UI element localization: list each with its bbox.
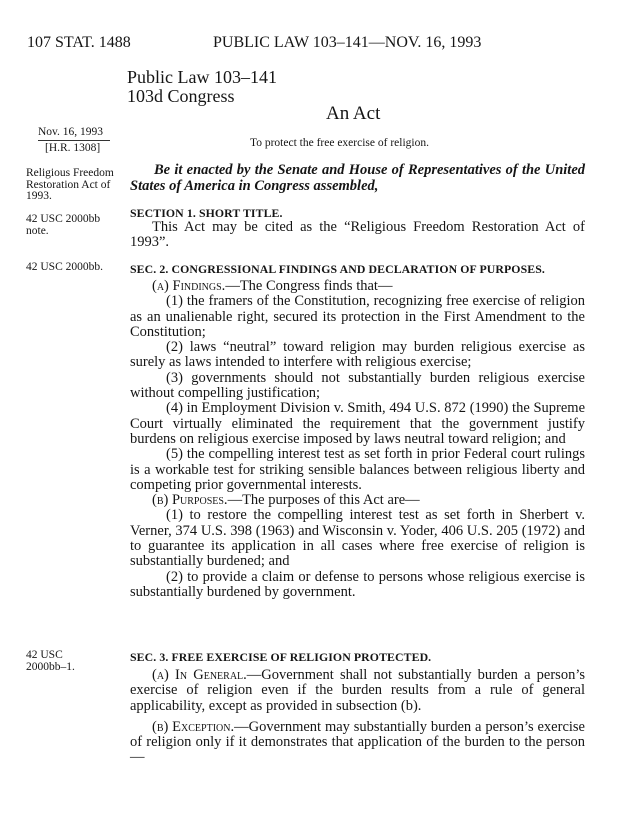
margin-note-short-title: Religious Freedom Restoration Act of 1993. xyxy=(26,167,114,203)
statute-page-number: 107 STAT. 1488 xyxy=(27,34,131,51)
bill-number: [H.R. 1308] xyxy=(45,142,101,154)
section3-heading: SEC. 3. FREE EXERCISE OF RELIGION PROTECTED. xyxy=(130,650,432,664)
purpose-item: (1) to restore the compelling interest test as set forth in Sherbert v. Verner, 374 U.S. 398 (1963) and Wisconsin v. Yoder, 406 U.S. 205 (1972) and to guarantee its application in all cases where free exercise of religion is substantially burdened; and xyxy=(130,507,585,570)
act-purpose: To protect the free exercise of religion. xyxy=(250,137,429,149)
general-text: —Government shall not substantially burden a person’s exercise of religion even if the burden results from a rule of general applicability, except as provided in subsection (b). xyxy=(130,667,585,714)
margin-note-sec2: 42 USC 2000bb. xyxy=(26,261,103,273)
purposes-intro: —The purposes of this Act are— xyxy=(227,492,420,509)
finding-item: (3) governments should not substantially burden religious exercise without compelling justification; xyxy=(130,369,585,402)
purpose-item: (2) to provide a claim or defense to persons whose religious exercise is substantially burdened by government. xyxy=(130,568,585,600)
exception-text: —Government may substantially burden a person’s exercise of religion only if it demonstrates that application of the burden to the person— xyxy=(130,718,585,766)
section1-heading: SECTION 1. SHORT TITLE. xyxy=(130,206,283,220)
an-act-heading: An Act xyxy=(326,103,381,124)
section1-text: This Act may be cited as the “Religious Freedom Restoration Act of 1993”. xyxy=(130,219,585,251)
finding-item: (1) the framers of the Constitution, recognizing free exercise of religion as an unalienable right, secured its protection in the First Amendment to the Constitution; xyxy=(130,293,585,340)
findings-label: (a) Findings. xyxy=(152,278,226,294)
congress-number: 103d Congress xyxy=(127,86,235,106)
margin-note-usc: 42 USC 2000bb note. xyxy=(26,213,101,237)
section3-body xyxy=(130,668,585,766)
section2-heading: SEC. 2. CONGRESSIONAL FINDINGS AND DECLARATION OF PURPOSES. xyxy=(130,262,545,276)
finding-item: (4) in Employment Division v. Smith, 494 U.S. 872 (1990) the Supreme Court virtually eliminated the requirement that the government justify burdens on religious exercise imposed by laws neutral toward religion; and xyxy=(130,400,585,447)
section1-text-block xyxy=(130,220,585,251)
margin-note-sec3: 42 USC 2000bb–1. xyxy=(26,649,75,673)
running-header: PUBLIC LAW 103–141—NOV. 16, 1993 xyxy=(213,34,482,51)
findings-paragraph xyxy=(130,279,585,294)
exception-label: (b) Exception. xyxy=(152,718,235,735)
general-paragraph xyxy=(130,668,585,714)
purposes-label: (b) Purposes. xyxy=(152,492,228,509)
purposes-paragraph xyxy=(130,493,585,508)
public-law-number: Public Law 103–141 xyxy=(127,67,277,87)
enacting-clause: Be it enacted by the Senate and House of Representatives of the United States of America in Congress assembled, xyxy=(130,162,585,194)
finding-item: (5) the compelling interest test as set forth in prior Federal court rulings is a workable test for striking sensible balances between religious liberty and competing prior governmental interests. xyxy=(130,446,585,493)
general-label: (a) In General. xyxy=(152,667,247,683)
enactment-date: Nov. 16, 1993 xyxy=(38,126,110,141)
margin-date-block xyxy=(38,126,110,155)
finding-item: (2) laws “neutral” toward religion may burden religious exercise as surely as laws intended to interfere with religious exercise; xyxy=(130,339,585,371)
findings-intro: —The Congress finds that— xyxy=(225,278,393,294)
section2-body xyxy=(130,279,585,600)
exception-paragraph xyxy=(130,720,585,766)
